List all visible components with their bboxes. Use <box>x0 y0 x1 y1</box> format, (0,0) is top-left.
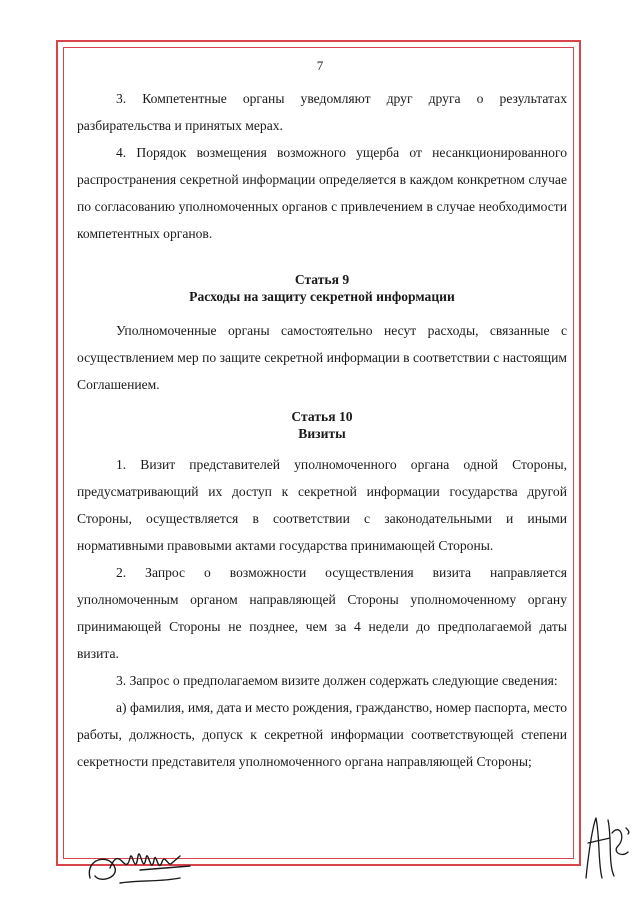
article-10-paragraph-1: 1. Визит представителей уполномоченного органа одной Стороны, предусматривающий их доступ к секретной информации государства другой Стороны, осуществляется в соответствии с законодательными и иными нормативными правовыми актами государства принимающей Стороны. <box>77 457 567 553</box>
article-10-paragraph-2: 2. Запрос о возможности осуществления визита направляется уполномоченным органом направляющей Стороны уполномоченному органу принимающей Стороны не позднее, чем за 4 недели до предполагаемой даты визита. <box>77 565 567 661</box>
signature-right <box>578 808 633 888</box>
article-9-subtitle: Расходы на защиту секретной информации <box>189 289 455 304</box>
article-9-title: Статья 9 <box>294 272 350 287</box>
document-body <box>77 85 567 775</box>
article-10-subtitle: Визиты <box>298 426 346 441</box>
article-10-title: Статья 10 <box>291 409 353 424</box>
article-9-text: Уполномоченные органы самостоятельно несут расходы, связанные с осуществлением мер по защите секретной информации в соответствии с настоящим Соглашением. <box>77 323 567 392</box>
article-10-item-a: а) фамилия, имя, дата и место рождения, гражданство, номер паспорта, место работы, должность, допуск к секретной информации соответствующей степени секретности представителя уполномоченного органа направляющей Стороны; <box>77 700 567 769</box>
page-number: 7 <box>316 58 324 73</box>
paragraph-8-4: 4. Порядок возмещения возможного ущерба от несанкционированного распространения секретной информации определяется в каждом конкретном случае по согласованию уполномоченных органов с привлечением в случае необходимости компетентных органов. <box>77 145 567 241</box>
article-10-paragraph-3: 3. Запрос о предполагаемом визите должен содержать следующие сведения: <box>116 673 558 688</box>
paragraph-8-3: 3. Компетентные органы уведомляют друг друга о результатах разбирательства и принятых мерах. <box>77 91 567 133</box>
signature-left <box>80 838 200 898</box>
